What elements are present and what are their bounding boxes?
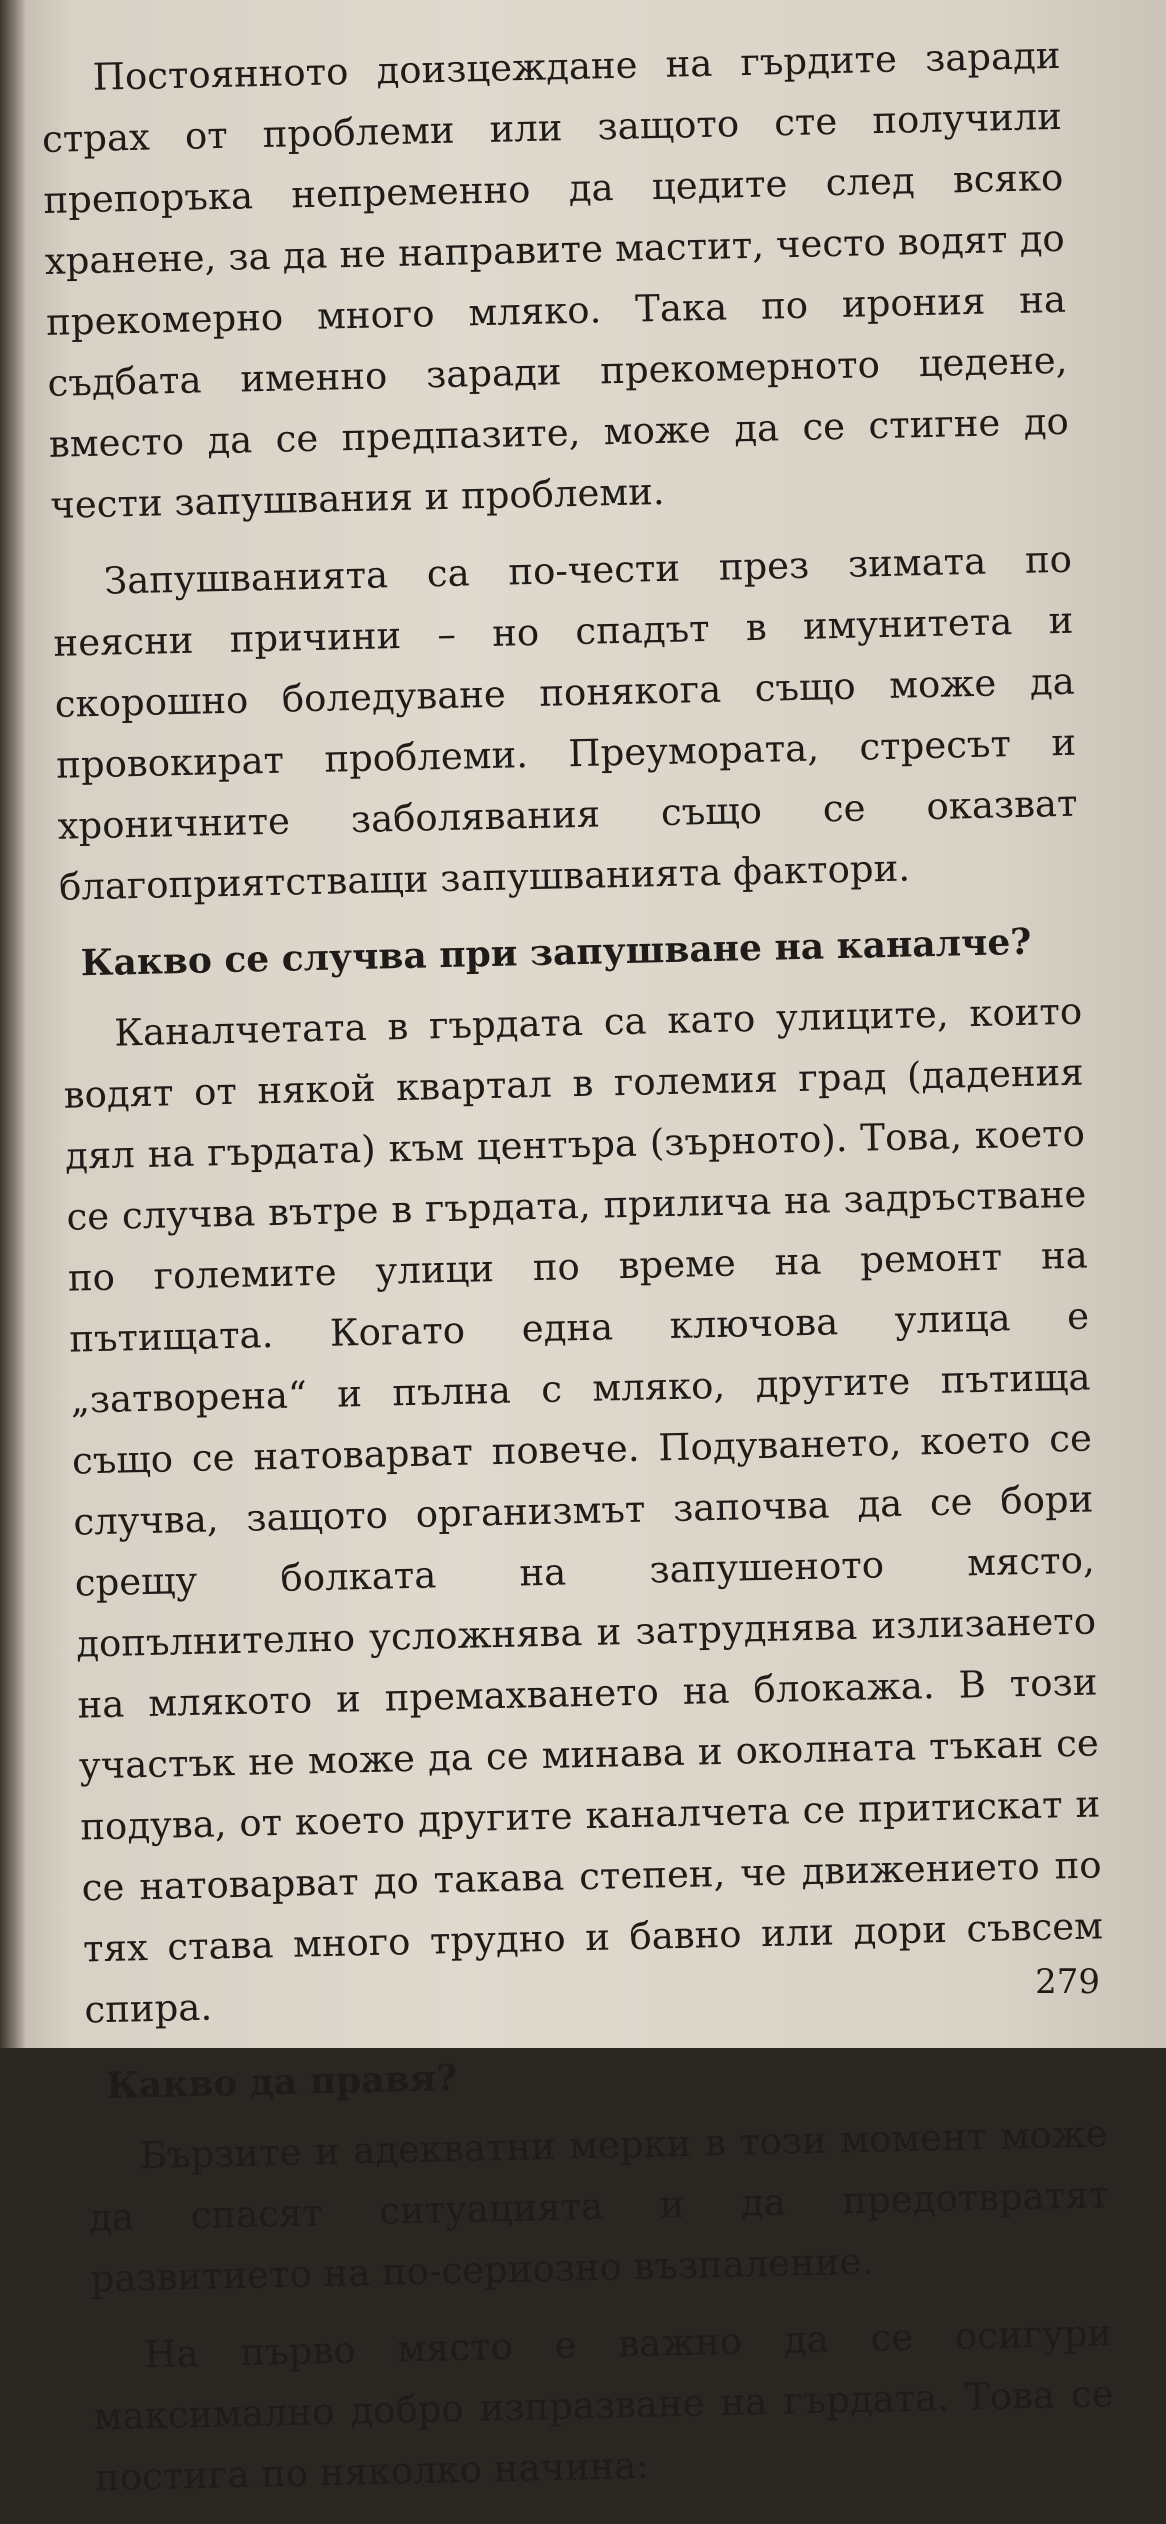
paragraph: Запушванията са по-чести през зимата по неясни причини – но спадът в имунитета и скорошно боледуване понякога също може да провокират проблеми. Преумората, стресът и хроничните заболявания също се оказват благоприятстващи запушванията фактори.	[53, 537, 1078, 909]
page-body-text	[40, 25, 1116, 2524]
page-number: 279	[1035, 1962, 1100, 2002]
paragraph: На първо място е важно да се осигури максимално добро изпразване на гърдата. Това се постига по няколко начина:	[93, 2311, 1114, 2500]
section-heading: Какво се случва при запушване на каналче?	[80, 920, 1032, 985]
page-gutter-shadow	[0, 0, 26, 2048]
paragraph: Каналчетата в гърдата са като улиците, които водят от някой квартал в големия град (дадения дял на гърдата) към центъра (зърното). Това, което се случва вътре в гърдата, прилича на задръстване по големите улици по време на ремонт на пътищата. Когато една ключова улица е „затворена“ и пълна с мляко, другите пътища също се натоварват повече. Подуването, което се случва, защото организмът започва да се бори срещу болката на запушеното място, допълнително усложнява и затруднява излизането на млякото и премахването на блокажа. В този участък не може да се минава и околната тъкан се подува, от което другите каналчета се притискат и се натоварват до такава степен, че движението по тях става много трудно и бавно или дори съвсем спира.	[63, 989, 1104, 2032]
paragraph: Постоянното доизцеждане на гърдите заради страх от проблеми или защото сте получили препоръка непременно да цедите след всяко хранене, за да не направите мастит, често водят до прекомерно много мляко. Така по ирония на съдбата именно заради прекомерното цедене, вместо да се предпазите, може да се стигне до чести запушвания и проблеми.	[41, 33, 1070, 527]
paragraph: Бързите и адекватни мерки в този момент може да спасят ситуацията и да предотвратят развитието на по-сериозно възпаление.	[88, 2112, 1110, 2301]
section-heading: Какво да правя?	[105, 2057, 458, 2108]
